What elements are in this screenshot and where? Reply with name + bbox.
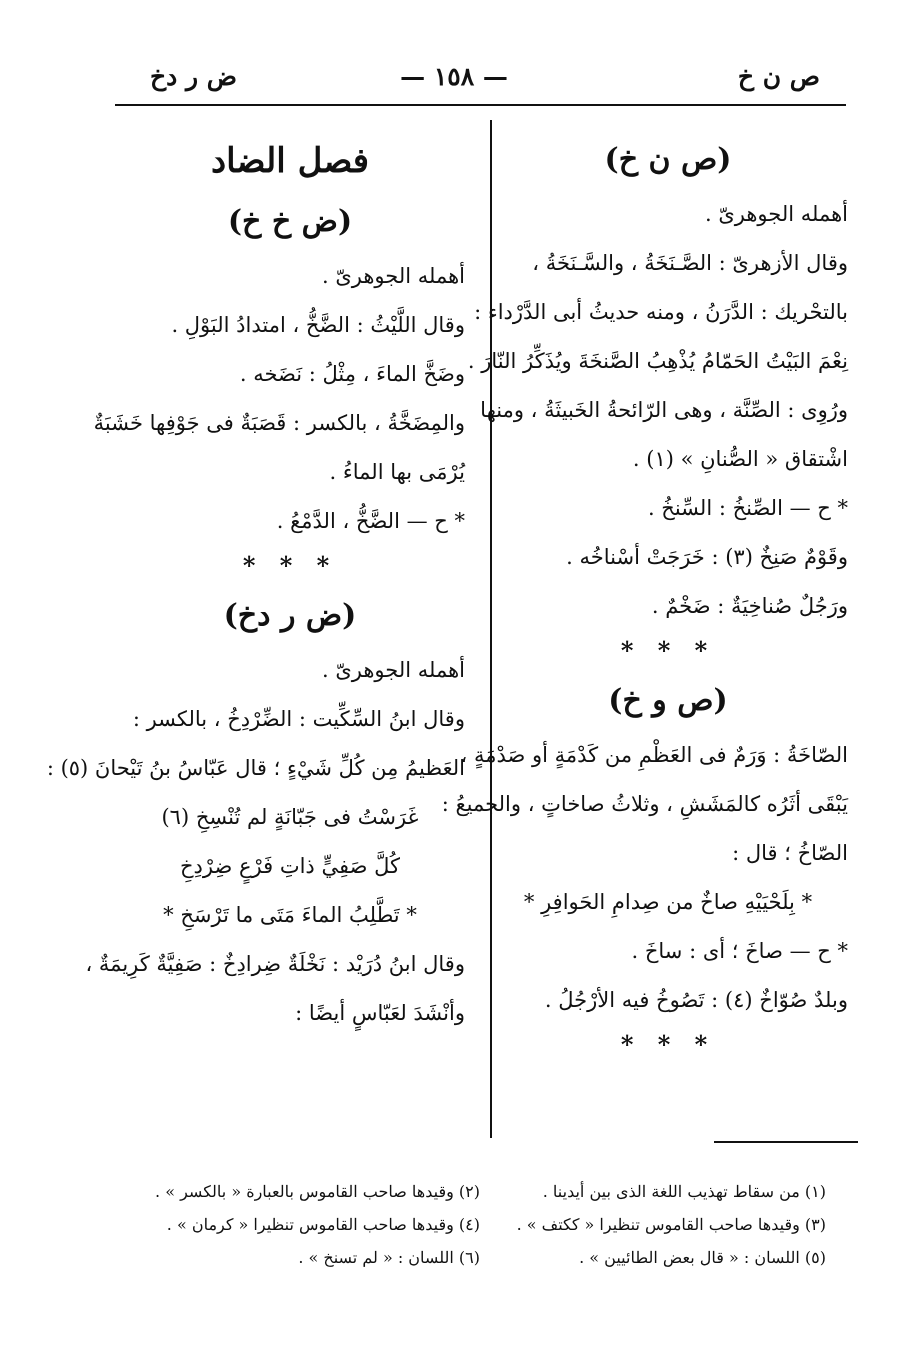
text-line: يَبْقَى أثَرُه كالمَشَشِ ، وثلاثُ صاخاتٍ ، والجميعُ :: [441, 792, 848, 816]
text-line: * ح — الضَّخُّ ، الدَّمْعُ .: [276, 509, 465, 533]
text-line: وضَخَّ الماءَ ، مِثْلُ : نَضَخه .: [239, 362, 465, 386]
text-line: ورُوِى : الصِّنَّة ، وهى الرّائحةُ الخَبيثَةُ ، ومنها: [480, 398, 848, 422]
text-line: وبلدٌ صُوّاخٌ (٤) : تَصُوخُ فيه الأرْجُلُ .: [544, 988, 848, 1012]
text-line: العَظيمُ مِن كُلِّ شَيْءٍ ؛ قال عَبّاسُ بنُ تَيْحانَ (٥) :: [46, 756, 465, 780]
text-line: أهمله الجوهرىّ .: [321, 658, 465, 682]
footnote: (٤) وقيدها صاحب القاموس تنظيرا « كرمان » .: [166, 1215, 480, 1234]
section-separator: * * *: [242, 551, 338, 580]
footnote: (٢) وقيدها صاحب القاموس بالعبارة « بالكسر » .: [155, 1182, 480, 1201]
text-line: وقَوْمٌ صَنِخٌ (٣) : خَرَجَتْ أسْناخُه .: [566, 545, 848, 569]
text-line: يُرْمَى بها الماءُ .: [329, 460, 465, 484]
right-column: [441, 130, 848, 1065]
footnote-rule: [714, 1141, 858, 1143]
text-line: وأنْشَدَ لعَبّاسٍ أيضًا :: [295, 1001, 465, 1025]
footnotes-right: [446, 1175, 826, 1274]
footnotes-left: [120, 1175, 480, 1274]
text-line: وقال الأزهرىّ : الصَّـنَخَةُ ، والسَّـنَخَةُ ،: [532, 251, 848, 275]
root-heading: (ض ر دخ): [223, 598, 357, 633]
text-line: * ح — الصِّنخُ : السِّنخُ .: [647, 496, 848, 520]
text-line: وقال اللَّيْثُ : الضَّخُّ ، امتدادُ البَوْلِ .: [171, 313, 465, 337]
text-line: وقال ابنُ دُرَيْد : نَخْلَةٌ ضِرادِخٌ : صَفِيَّةٌ كَرِيمَةٌ ،: [85, 952, 465, 976]
page-number: — ١٥٨ —: [400, 62, 508, 91]
header-root-right: ص ن خ: [737, 62, 820, 91]
header-rule: [115, 104, 846, 106]
text-line: اشْتقاق « الصُّنانِ » (١) .: [632, 447, 848, 471]
left-column: [46, 130, 465, 1038]
text-line: ورَجُلٌ صُناخِيَةٌ : ضَخْمٌ .: [651, 594, 848, 618]
root-heading: (ص و خ): [608, 683, 728, 718]
text-line: بالتحْريك : الدَّرَنُ ، ومنه حديثُ أبى الدَّرْداء :: [474, 300, 848, 324]
footnote: (٥) اللسان : « قال بعض الطائيين » .: [579, 1248, 826, 1267]
footnote: (١) من سقاط تهذيب اللغة الذى بين أيدينا .: [542, 1182, 826, 1201]
root-heading: (ض خ خ): [227, 204, 353, 239]
verse-line: كُلَّ صَفِيٍّ ذاتِ فَرْعٍ ضِرْدِخِ: [180, 854, 400, 878]
header-root-left: ض ر دخ: [150, 62, 237, 91]
text-line: أهمله الجوهرىّ .: [321, 264, 465, 288]
text-line: وقال ابنُ السِّكِّيت : الضِّرْدِخُ ، بالكسر :: [132, 707, 465, 731]
text-line: أهمله الجوهرىّ .: [704, 202, 848, 226]
root-heading: (ص ن خ): [604, 142, 732, 177]
section-separator: * * *: [620, 1030, 716, 1059]
text-line: * ح — صاخَ ؛ أى : ساخَ .: [631, 939, 848, 963]
text-line: والمِضَخَّةُ ، بالكسر : قَصَبَةٌ فى جَوْفِها خَشَبَةٌ: [93, 411, 465, 435]
section-separator: * * *: [620, 636, 716, 665]
text-line: نِعْمَ البَيْتُ الحَمّامُ يُذْهِبُ الصَّنخَةَ ويُذَكِّرُ النّارَ .: [467, 349, 848, 373]
footnote: (٣) وقيدها صاحب القاموس تنظيرا « ككتف » .: [516, 1215, 826, 1234]
text-line: الصّاخَةُ : وَرَمٌ فى العَظْمِ من كَدْمَةٍ أو صَدْمَةٍ ،: [460, 743, 848, 767]
section-title: فصل الضاد: [210, 141, 370, 181]
verse-line: غَرَسْتُ فى جَبّانَةٍ لم تُنْسِخِ (٦): [161, 805, 419, 829]
verse-line: * بِلَحْيَيْهِ صاخٌ من صِدامِ الحَوافِرِ *: [523, 890, 813, 914]
text-line: الصّاخُ ؛ قال :: [732, 841, 848, 865]
footnote: (٦) اللسان : « لم تسنخ » .: [298, 1248, 480, 1267]
verse-line: * تَطَّلِبُ الماءَ مَتَى ما تَرْسَخِ *: [163, 903, 417, 927]
